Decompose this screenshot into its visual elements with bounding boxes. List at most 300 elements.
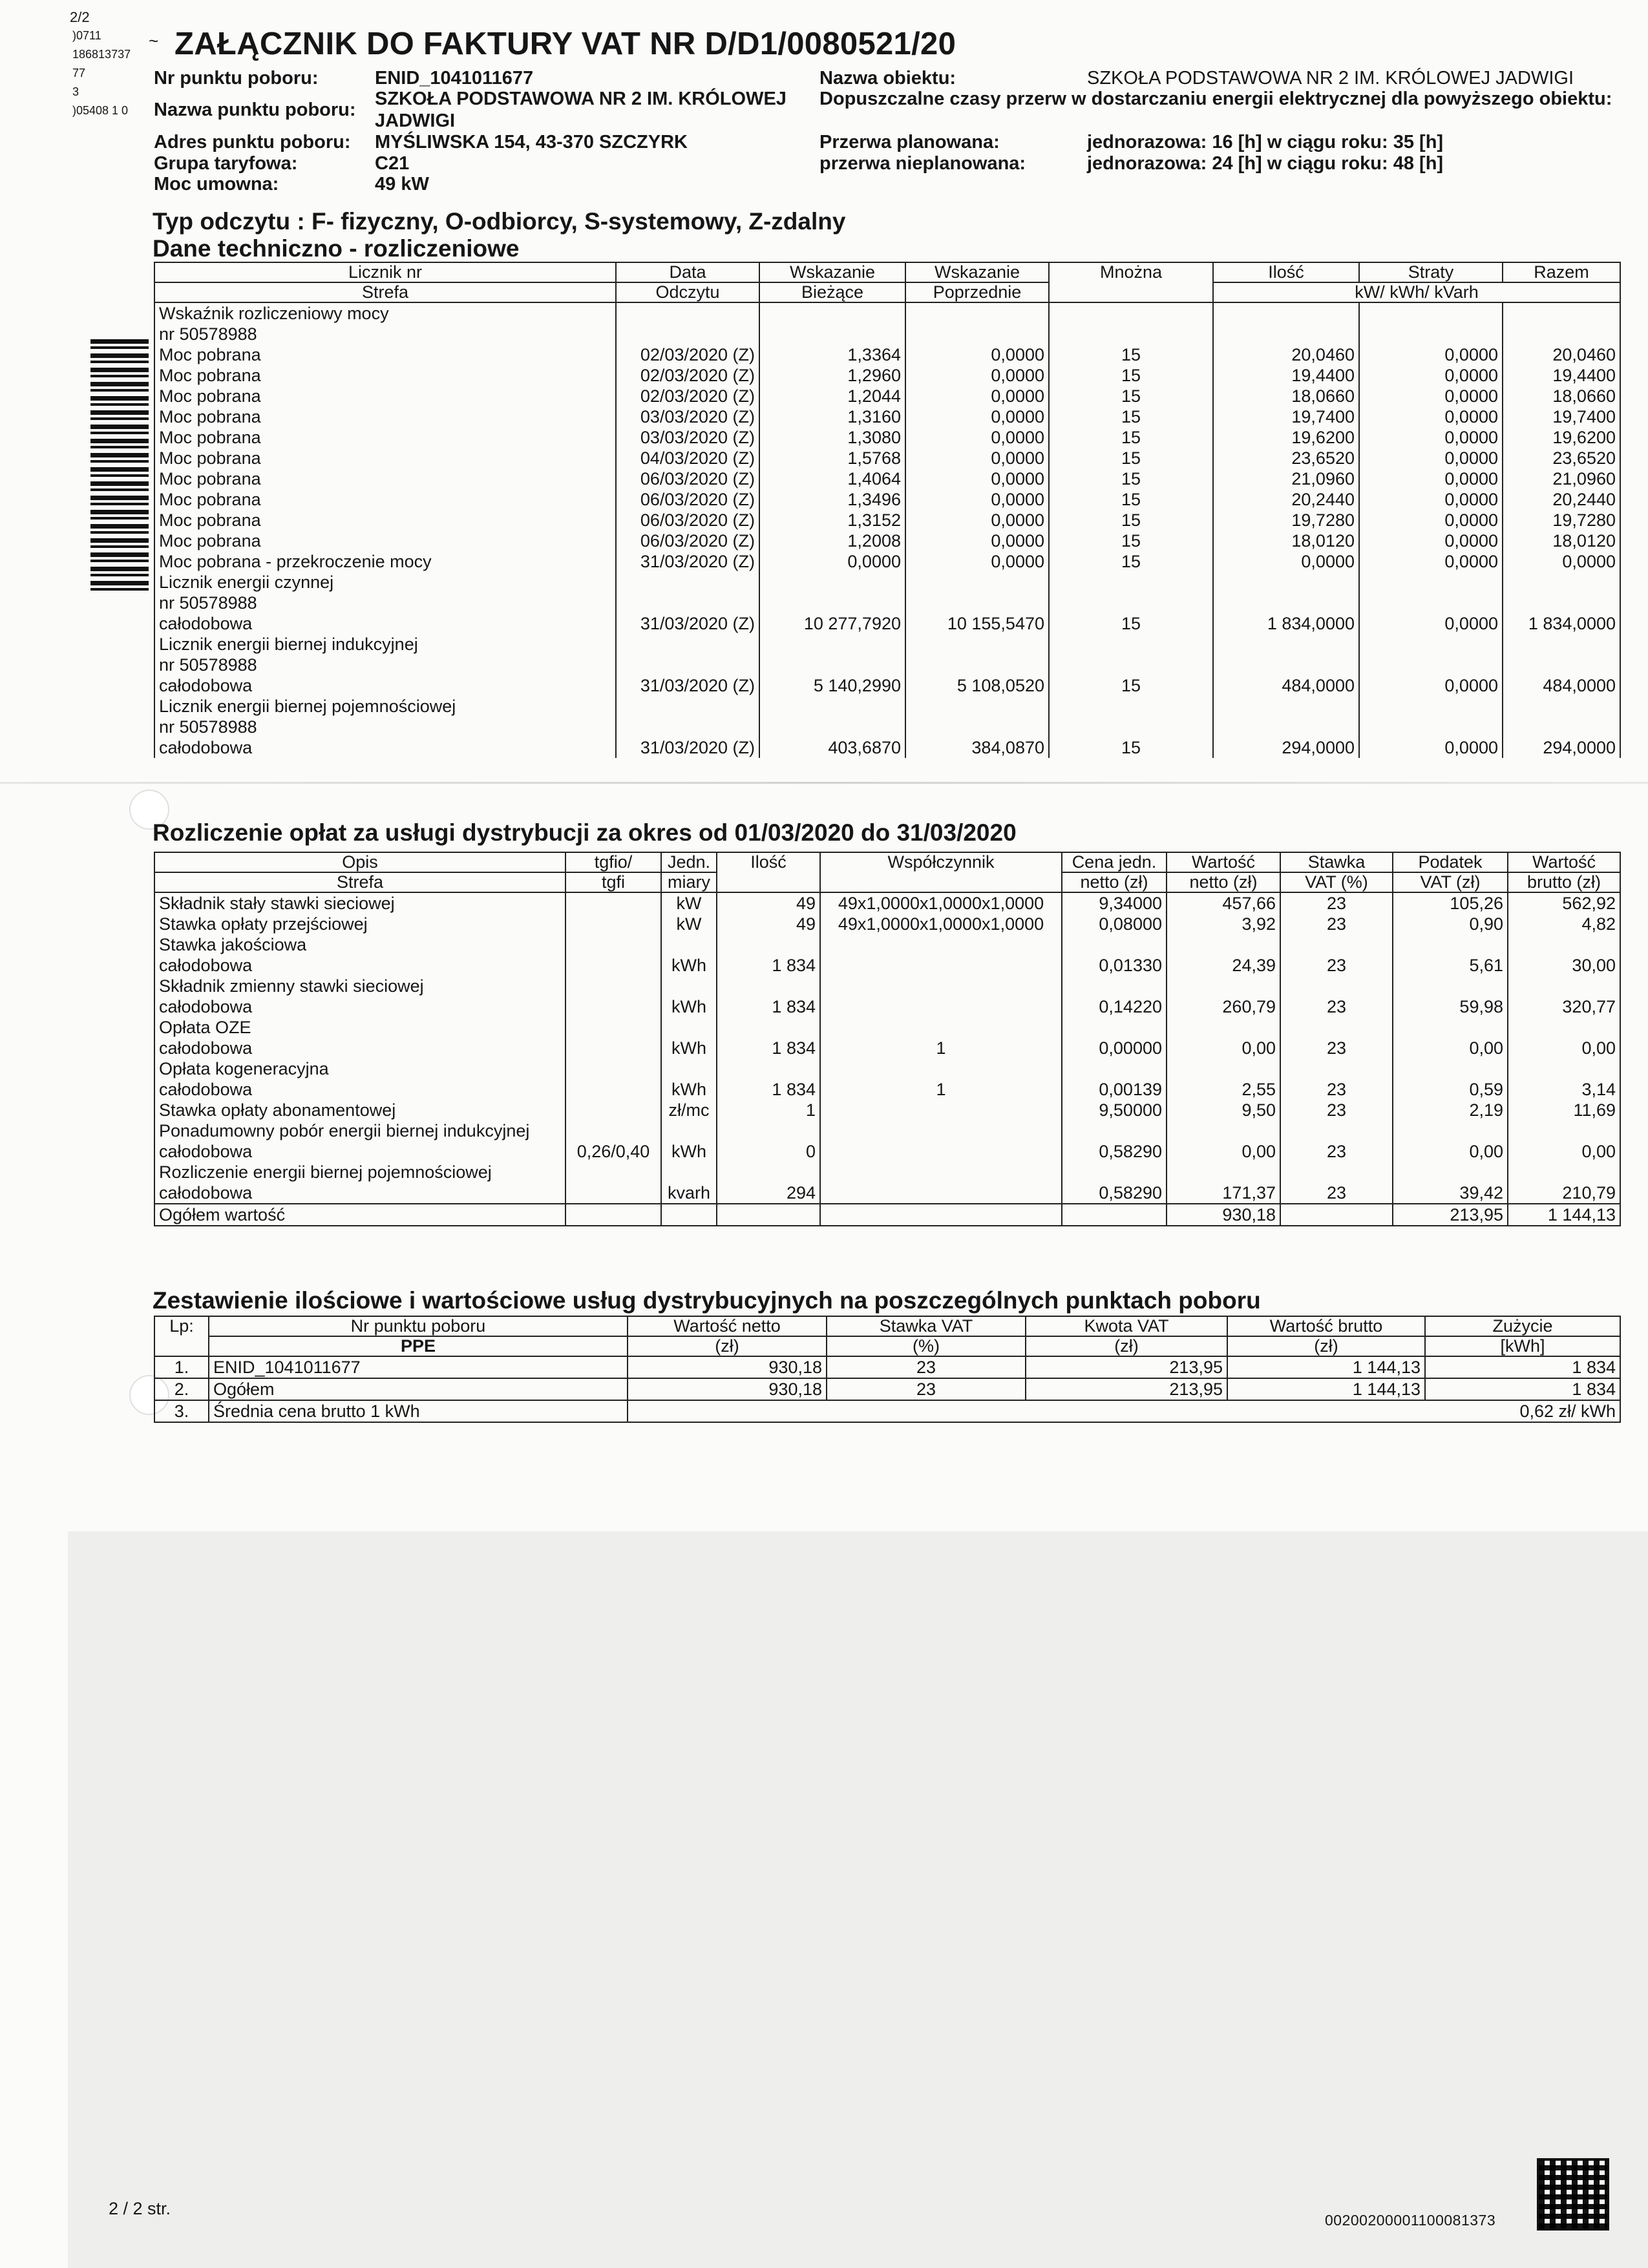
sumcol-tax: Kwota VAT	[1026, 1316, 1227, 1336]
sumcol-ppe-2: PPE	[209, 1336, 628, 1356]
tech-table	[154, 262, 1621, 758]
tech-date: 31/03/2020 (Z)	[616, 551, 759, 572]
avg-label: Średnia cena brutto 1 kWh	[209, 1400, 628, 1422]
settle-vat: 23	[1280, 892, 1393, 914]
tech-multiplier	[1049, 302, 1213, 324]
settle-row	[154, 1017, 1620, 1038]
summary-row	[154, 1356, 1620, 1378]
settle-desc: Składnik zmienny stawki sieciowej	[154, 976, 565, 996]
tech-date: 31/03/2020 (Z)	[616, 613, 759, 634]
settle-qty: 49	[717, 914, 820, 934]
tech-multiplier: 15	[1049, 489, 1213, 510]
tech-current	[759, 696, 905, 717]
tech-current	[759, 717, 905, 737]
tech-name: nr 50578988	[154, 717, 616, 737]
tech-row	[154, 572, 1620, 593]
side-code: )05408 1 0	[72, 104, 129, 117]
settle-tg	[565, 1162, 661, 1182]
tech-date: 02/03/2020 (Z)	[616, 365, 759, 386]
settle-desc: całodobowa	[154, 1079, 565, 1100]
tech-name: Moc pobrana - przekroczenie mocy	[154, 551, 616, 572]
tech-date: 02/03/2020 (Z)	[616, 344, 759, 365]
settle-qty	[717, 1120, 820, 1141]
planned-break-value: jednorazowa: 16 [h] w ciągu roku: 35 [h]	[1087, 132, 1444, 152]
side-code: )0711	[72, 29, 101, 42]
settle-coef: 1	[820, 1079, 1062, 1100]
settle-price: 0,00000	[1062, 1038, 1167, 1058]
tech-row	[154, 489, 1620, 510]
settle-coef	[820, 1058, 1062, 1079]
settle-qty: 294	[717, 1182, 820, 1204]
tech-quantity	[1213, 302, 1359, 324]
tech-name: Moc pobrana	[154, 448, 616, 468]
settle-unit: kW	[661, 914, 717, 934]
settle-tg	[565, 1120, 661, 1141]
settle-row	[154, 892, 1620, 914]
summary-vat: 23	[827, 1378, 1026, 1400]
tech-multiplier: 15	[1049, 530, 1213, 551]
settle-row	[154, 1141, 1620, 1162]
settle-vat: 23	[1280, 1079, 1393, 1100]
settle-desc: Stawka opłaty przejściowej	[154, 914, 565, 934]
tech-current: 1,3152	[759, 510, 905, 530]
settle-gross	[1508, 1162, 1620, 1182]
settle-coef	[820, 1162, 1062, 1182]
settle-qty	[717, 1017, 820, 1038]
scol-unit: Jedn.	[661, 852, 717, 872]
paper-fold-line	[0, 782, 1648, 784]
tech-previous: 0,0000	[905, 386, 1049, 406]
settle-tax: 0,90	[1393, 914, 1508, 934]
tech-current: 1,4064	[759, 468, 905, 489]
settle-tg	[565, 955, 661, 976]
settle-net: 0,00	[1167, 1141, 1280, 1162]
tech-total: 20,0460	[1503, 344, 1620, 365]
scol-unit-2: miary	[661, 872, 717, 892]
settle-unit: kWh	[661, 1141, 717, 1162]
ppe-address-label: Adres punktu poboru:	[154, 132, 351, 152]
tech-total: 20,2440	[1503, 489, 1620, 510]
tech-date	[616, 696, 759, 717]
settle-net	[1167, 934, 1280, 955]
tech-multiplier: 15	[1049, 406, 1213, 427]
sumcol-ppe: Nr punktu poboru	[209, 1316, 628, 1336]
tech-total: 21,0960	[1503, 468, 1620, 489]
tech-total: 18,0120	[1503, 530, 1620, 551]
summary-ppe: ENID_1041011677	[209, 1356, 628, 1378]
scan-grey-area	[68, 1531, 1648, 2268]
side-code: 186813737	[72, 48, 131, 61]
settle-gross: 210,79	[1508, 1182, 1620, 1204]
ppe-number-label: Nr punktu poboru:	[154, 68, 319, 89]
tech-multiplier: 15	[1049, 386, 1213, 406]
tech-multiplier	[1049, 717, 1213, 737]
settle-tax	[1393, 1058, 1508, 1079]
settle-vat: 23	[1280, 914, 1393, 934]
settle-row	[154, 934, 1620, 955]
settle-desc: Stawka opłaty abonamentowej	[154, 1100, 565, 1120]
settle-desc: całodobowa	[154, 996, 565, 1017]
settle-net: 260,79	[1167, 996, 1280, 1017]
tech-name: nr 50578988	[154, 593, 616, 613]
tech-row	[154, 593, 1620, 613]
tech-row	[154, 737, 1620, 758]
tech-previous: 5 108,0520	[905, 675, 1049, 696]
settle-unit: zł/mc	[661, 1100, 717, 1120]
summary-lp: 2.	[154, 1378, 209, 1400]
tech-quantity: 19,4400	[1213, 365, 1359, 386]
settle-gross	[1508, 1058, 1620, 1079]
settle-qty: 0	[717, 1141, 820, 1162]
sumcol-net-2: (zł)	[628, 1336, 827, 1356]
unplanned-break-label: przerwa nieplanowana:	[819, 153, 1026, 174]
tech-total	[1503, 302, 1620, 324]
settle-coef	[820, 934, 1062, 955]
settle-gross: 0,00	[1508, 1141, 1620, 1162]
summary-gross: 1 144,13	[1227, 1378, 1425, 1400]
sumcol-net: Wartość netto	[628, 1316, 827, 1336]
tech-row	[154, 634, 1620, 655]
settle-tax: 0,00	[1393, 1038, 1508, 1058]
settle-net: 457,66	[1167, 892, 1280, 914]
settle-desc: całodobowa	[154, 1141, 565, 1162]
scol-vat-2: VAT (%)	[1280, 872, 1393, 892]
settle-net: 171,37	[1167, 1182, 1280, 1204]
tech-losses: 0,0000	[1359, 530, 1503, 551]
tech-current: 0,0000	[759, 551, 905, 572]
tech-total	[1503, 696, 1620, 717]
scol-net: Wartość	[1167, 852, 1280, 872]
total-net: 930,18	[1167, 1204, 1280, 1226]
tech-losses	[1359, 717, 1503, 737]
tech-total	[1503, 655, 1620, 675]
tech-date	[616, 572, 759, 593]
settle-tax: 39,42	[1393, 1182, 1508, 1204]
settle-coef: 49x1,0000x1,0000x1,0000	[820, 892, 1062, 914]
settle-net	[1167, 1017, 1280, 1038]
summary-gross: 1 144,13	[1227, 1356, 1425, 1378]
settle-net: 9,50	[1167, 1100, 1280, 1120]
tech-row	[154, 655, 1620, 675]
tech-name: Moc pobrana	[154, 468, 616, 489]
settle-price	[1062, 934, 1167, 955]
tech-total	[1503, 634, 1620, 655]
col-units: kW/ kWh/ kVarh	[1213, 282, 1620, 302]
tech-row	[154, 406, 1620, 427]
tech-name: Licznik energii czynnej	[154, 572, 616, 593]
settle-net	[1167, 976, 1280, 996]
settle-desc: całodobowa	[154, 955, 565, 976]
sumcol-usage-2: [kWh]	[1425, 1336, 1620, 1356]
tech-current: 1,3080	[759, 427, 905, 448]
scol-vat: Stawka	[1280, 852, 1393, 872]
tech-row	[154, 302, 1620, 324]
scol-qty: Ilość	[717, 852, 820, 892]
settle-unit: kW	[661, 892, 717, 914]
tech-row	[154, 551, 1620, 572]
settle-coef	[820, 1141, 1062, 1162]
settle-net	[1167, 1058, 1280, 1079]
settle-vat	[1280, 1058, 1393, 1079]
col-multiplier: Mnożna	[1049, 262, 1213, 302]
settle-tg	[565, 1079, 661, 1100]
settle-price: 0,08000	[1062, 914, 1167, 934]
settle-tg	[565, 996, 661, 1017]
settle-coef	[820, 976, 1062, 996]
unplanned-break-value: jednorazowa: 24 [h] w ciągu roku: 48 [h]	[1087, 153, 1444, 174]
avg-value: 0,62 zł/ kWh	[628, 1400, 1620, 1422]
tech-total: 18,0660	[1503, 386, 1620, 406]
avg-lp: 3.	[154, 1400, 209, 1422]
settle-coef: 49x1,0000x1,0000x1,0000	[820, 914, 1062, 934]
settle-vat: 23	[1280, 955, 1393, 976]
tech-quantity	[1213, 696, 1359, 717]
tech-quantity: 19,6200	[1213, 427, 1359, 448]
scol-tax: Podatek	[1393, 852, 1508, 872]
tech-name: Moc pobrana	[154, 406, 616, 427]
tech-losses	[1359, 634, 1503, 655]
tech-current: 1,2044	[759, 386, 905, 406]
tech-current: 1,5768	[759, 448, 905, 468]
total-empty	[1280, 1204, 1393, 1226]
contract-power-label: Moc umowna:	[154, 174, 279, 194]
tech-multiplier: 15	[1049, 551, 1213, 572]
settle-row	[154, 914, 1620, 934]
settle-unit	[661, 934, 717, 955]
tech-previous	[905, 696, 1049, 717]
tech-date: 02/03/2020 (Z)	[616, 386, 759, 406]
settle-tg	[565, 892, 661, 914]
tech-row	[154, 448, 1620, 468]
settle-price	[1062, 1017, 1167, 1038]
tech-name: Wskaźnik rozliczeniowy mocy	[154, 302, 616, 324]
tech-quantity	[1213, 324, 1359, 344]
settle-qty: 1	[717, 1100, 820, 1120]
settle-unit: kvarh	[661, 1182, 717, 1204]
settle-price	[1062, 1058, 1167, 1079]
settle-gross: 562,92	[1508, 892, 1620, 914]
tech-date: 06/03/2020 (Z)	[616, 489, 759, 510]
tech-previous: 0,0000	[905, 448, 1049, 468]
tech-current: 1,2008	[759, 530, 905, 551]
tech-quantity: 484,0000	[1213, 675, 1359, 696]
tech-date	[616, 655, 759, 675]
settle-tg	[565, 1100, 661, 1120]
tech-date	[616, 634, 759, 655]
tech-quantity: 1 834,0000	[1213, 613, 1359, 634]
settle-net	[1167, 1120, 1280, 1141]
tech-date	[616, 302, 759, 324]
scol-net-2: netto (zł)	[1167, 872, 1280, 892]
tech-quantity	[1213, 655, 1359, 675]
settle-vat	[1280, 976, 1393, 996]
summary-tax: 213,95	[1026, 1356, 1227, 1378]
settle-tax: 59,98	[1393, 996, 1508, 1017]
settle-gross: 30,00	[1508, 955, 1620, 976]
settle-gross: 4,82	[1508, 914, 1620, 934]
tech-multiplier	[1049, 696, 1213, 717]
scol-desc: Opis	[154, 852, 565, 872]
col-meter: Licznik nr	[154, 262, 616, 282]
side-code: 77	[72, 67, 86, 79]
settle-row	[154, 1120, 1620, 1141]
settle-price: 9,34000	[1062, 892, 1167, 914]
tech-losses: 0,0000	[1359, 675, 1503, 696]
sumcol-lp: Lp:	[154, 1316, 209, 1356]
tech-row	[154, 427, 1620, 448]
tech-name: Moc pobrana	[154, 344, 616, 365]
settle-gross: 11,69	[1508, 1100, 1620, 1120]
object-name-value: SZKOŁA PODSTAWOWA NR 2 IM. KRÓLOWEJ JADWIGI	[1087, 68, 1574, 89]
tech-previous	[905, 572, 1049, 593]
settle-row	[154, 996, 1620, 1017]
settle-tax: 0,00	[1393, 1141, 1508, 1162]
settle-coef	[820, 1017, 1062, 1038]
tech-current	[759, 655, 905, 675]
tech-previous	[905, 324, 1049, 344]
settle-tax: 0,59	[1393, 1079, 1508, 1100]
tech-date: 06/03/2020 (Z)	[616, 510, 759, 530]
settle-tg	[565, 1038, 661, 1058]
settle-net	[1167, 1162, 1280, 1182]
settle-vat	[1280, 1017, 1393, 1038]
settle-total-row	[154, 1204, 1620, 1226]
settle-gross	[1508, 1017, 1620, 1038]
page-number: 2 / 2 str.	[109, 2199, 171, 2218]
settle-desc: całodobowa	[154, 1182, 565, 1204]
tech-previous: 0,0000	[905, 489, 1049, 510]
settle-price: 9,50000	[1062, 1100, 1167, 1120]
tech-multiplier	[1049, 593, 1213, 613]
settle-section-title: Rozliczenie opłat za usługi dystrybucji za okres od 01/03/2020 do 31/03/2020	[153, 819, 1017, 846]
settle-desc: Składnik stały stawki sieciowej	[154, 892, 565, 914]
tech-previous: 10 155,5470	[905, 613, 1049, 634]
settle-tg	[565, 1182, 661, 1204]
tech-previous	[905, 302, 1049, 324]
col-total: Razem	[1503, 262, 1620, 282]
settle-price: 0,58290	[1062, 1141, 1167, 1162]
settle-desc: Ponadumowny pobór energii biernej indukcyjnej	[154, 1120, 565, 1141]
tech-previous: 0,0000	[905, 468, 1049, 489]
settle-tg	[565, 976, 661, 996]
tech-multiplier: 15	[1049, 344, 1213, 365]
tech-date	[616, 717, 759, 737]
summary-table	[154, 1316, 1621, 1423]
tech-quantity: 18,0660	[1213, 386, 1359, 406]
settle-price: 0,01330	[1062, 955, 1167, 976]
tech-multiplier: 15	[1049, 675, 1213, 696]
sumcol-vat: Stawka VAT	[827, 1316, 1026, 1336]
tech-multiplier: 15	[1049, 468, 1213, 489]
tech-date	[616, 593, 759, 613]
col-zone: Strefa	[154, 282, 616, 302]
tech-row	[154, 468, 1620, 489]
tech-previous: 384,0870	[905, 737, 1049, 758]
tech-date: 31/03/2020 (Z)	[616, 737, 759, 758]
side-page: 2/2	[70, 9, 90, 25]
tech-quantity: 23,6520	[1213, 448, 1359, 468]
tech-previous	[905, 655, 1049, 675]
settle-gross	[1508, 934, 1620, 955]
contract-power-value: 49 kW	[375, 174, 429, 194]
summary-section-title: Zestawienie ilościowe i wartościowe usług dystrybucyjnych na poszczególnych punktach poboru	[153, 1287, 1261, 1314]
scol-zone: Strefa	[154, 872, 565, 892]
settle-gross	[1508, 1120, 1620, 1141]
col-current: Wskazanie	[759, 262, 905, 282]
tech-name: Moc pobrana	[154, 489, 616, 510]
settle-tax: 5,61	[1393, 955, 1508, 976]
tech-current	[759, 634, 905, 655]
tech-row	[154, 696, 1620, 717]
tech-current: 1,3160	[759, 406, 905, 427]
tech-previous: 0,0000	[905, 365, 1049, 386]
settle-qty: 1 834	[717, 996, 820, 1017]
summary-tax: 213,95	[1026, 1378, 1227, 1400]
tech-multiplier: 15	[1049, 448, 1213, 468]
tech-current	[759, 302, 905, 324]
tech-multiplier: 15	[1049, 613, 1213, 634]
ppe-name-label: Nazwa punktu poboru:	[154, 100, 356, 120]
settle-price	[1062, 1120, 1167, 1141]
tech-previous	[905, 593, 1049, 613]
ppe-name-value: SZKOŁA PODSTAWOWA NR 2 IM. KRÓLOWEJ	[375, 89, 787, 109]
tech-total	[1503, 717, 1620, 737]
tech-losses	[1359, 696, 1503, 717]
tech-quantity	[1213, 593, 1359, 613]
tech-name: całodobowa	[154, 737, 616, 758]
tech-previous: 0,0000	[905, 530, 1049, 551]
tech-row	[154, 386, 1620, 406]
tech-total: 19,4400	[1503, 365, 1620, 386]
settle-table	[154, 852, 1621, 1226]
col-previous-2: Poprzednie	[905, 282, 1049, 302]
tech-multiplier: 15	[1049, 510, 1213, 530]
tech-current	[759, 572, 905, 593]
settle-desc: Opłata kogeneracyjna	[154, 1058, 565, 1079]
tech-name: nr 50578988	[154, 324, 616, 344]
settle-tg	[565, 914, 661, 934]
settle-price: 0,00139	[1062, 1079, 1167, 1100]
tech-previous: 0,0000	[905, 427, 1049, 448]
total-gross: 1 144,13	[1508, 1204, 1620, 1226]
settle-desc: Opłata OZE	[154, 1017, 565, 1038]
tech-date: 06/03/2020 (Z)	[616, 468, 759, 489]
settle-qty: 1 834	[717, 1079, 820, 1100]
settle-tax	[1393, 1120, 1508, 1141]
tech-total	[1503, 572, 1620, 593]
tech-name: Moc pobrana	[154, 530, 616, 551]
ppe-number-value: ENID_1041011677	[375, 68, 534, 89]
settle-row	[154, 1079, 1620, 1100]
settle-row	[154, 955, 1620, 976]
tech-losses: 0,0000	[1359, 344, 1503, 365]
tech-losses: 0,0000	[1359, 489, 1503, 510]
tech-losses: 0,0000	[1359, 468, 1503, 489]
total-desc: Ogółem wartość	[154, 1204, 565, 1226]
total-empty	[820, 1204, 1062, 1226]
tech-losses	[1359, 655, 1503, 675]
tech-losses	[1359, 572, 1503, 593]
total-empty	[565, 1204, 661, 1226]
tech-current: 1,2960	[759, 365, 905, 386]
tech-quantity: 21,0960	[1213, 468, 1359, 489]
tech-total: 0,0000	[1503, 551, 1620, 572]
settle-vat: 23	[1280, 996, 1393, 1017]
tech-losses: 0,0000	[1359, 510, 1503, 530]
tech-quantity: 19,7400	[1213, 406, 1359, 427]
tech-total	[1503, 324, 1620, 344]
settle-vat: 23	[1280, 1100, 1393, 1120]
